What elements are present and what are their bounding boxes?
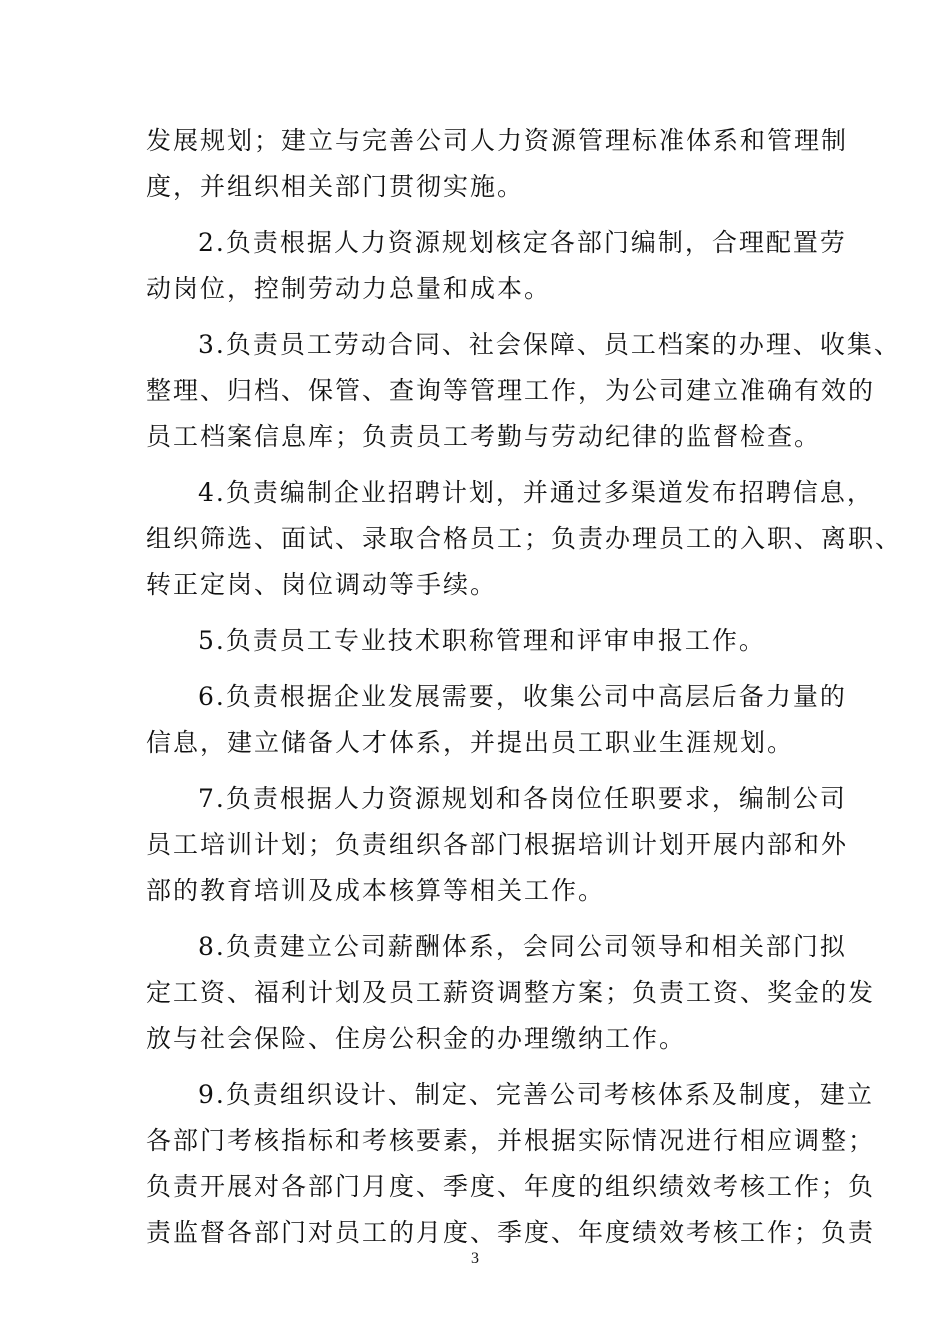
paragraph-line: 转正定岗、岗位调动等手续。	[146, 570, 498, 599]
paragraph-line: 4.负责编制企业招聘计划，并通过多渠道发布招聘信息，	[198, 478, 874, 507]
paragraph-line: 组织筛选、面试、录取合格员工；负责办理员工的入职、离职、	[146, 524, 903, 553]
paragraph-line: 3.负责员工劳动合同、社会保障、员工档案的办理、收集、	[198, 330, 901, 359]
paragraph-line: 各部门考核指标和考核要素，并根据实际情况进行相应调整；	[146, 1126, 876, 1155]
page-number: 3	[471, 1250, 479, 1267]
paragraph-line: 8.负责建立公司薪酬体系，会同公司领导和相关部门拟	[198, 932, 847, 961]
paragraph-line: 责监督各部门对员工的月度、季度、年度绩效考核工作；负责	[146, 1218, 876, 1247]
paragraph-line: 9.负责组织设计、制定、完善公司考核体系及制度，建立	[198, 1080, 874, 1109]
paragraph-line: 发展规划；建立与完善公司人力资源管理标准体系和管理制	[146, 126, 849, 155]
paragraph-line: 2.负责根据人力资源规划核定各部门编制，合理配置劳	[198, 228, 847, 257]
paragraph-line: 定工资、福利计划及员工薪资调整方案；负责工资、奖金的发	[146, 978, 876, 1007]
paragraph-line: 整理、归档、保管、查询等管理工作，为公司建立准确有效的	[146, 376, 876, 405]
paragraph-line: 度，并组织相关部门贯彻实施。	[146, 172, 525, 201]
paragraph-line: 6.负责根据企业发展需要，收集公司中高层后备力量的	[198, 682, 847, 711]
paragraph-line: 动岗位，控制劳动力总量和成本。	[146, 274, 552, 303]
paragraph-line: 员工培训计划；负责组织各部门根据培训计划开展内部和外	[146, 830, 849, 859]
paragraph-line: 信息，建立储备人才体系，并提出员工职业生涯规划。	[146, 728, 795, 757]
paragraph-line: 放与社会保险、住房公积金的办理缴纳工作。	[146, 1024, 687, 1053]
paragraph-line: 负责开展对各部门月度、季度、年度的组织绩效考核工作；负	[146, 1172, 876, 1201]
paragraph-line: 5.负责员工专业技术职称管理和评审申报工作。	[198, 626, 766, 655]
paragraph-line: 部的教育培训及成本核算等相关工作。	[146, 876, 606, 905]
paragraph-line: 7.负责根据人力资源规划和各岗位任职要求，编制公司	[198, 784, 847, 813]
paragraph-line: 员工档案信息库；负责员工考勤与劳动纪律的监督检查。	[146, 422, 822, 451]
